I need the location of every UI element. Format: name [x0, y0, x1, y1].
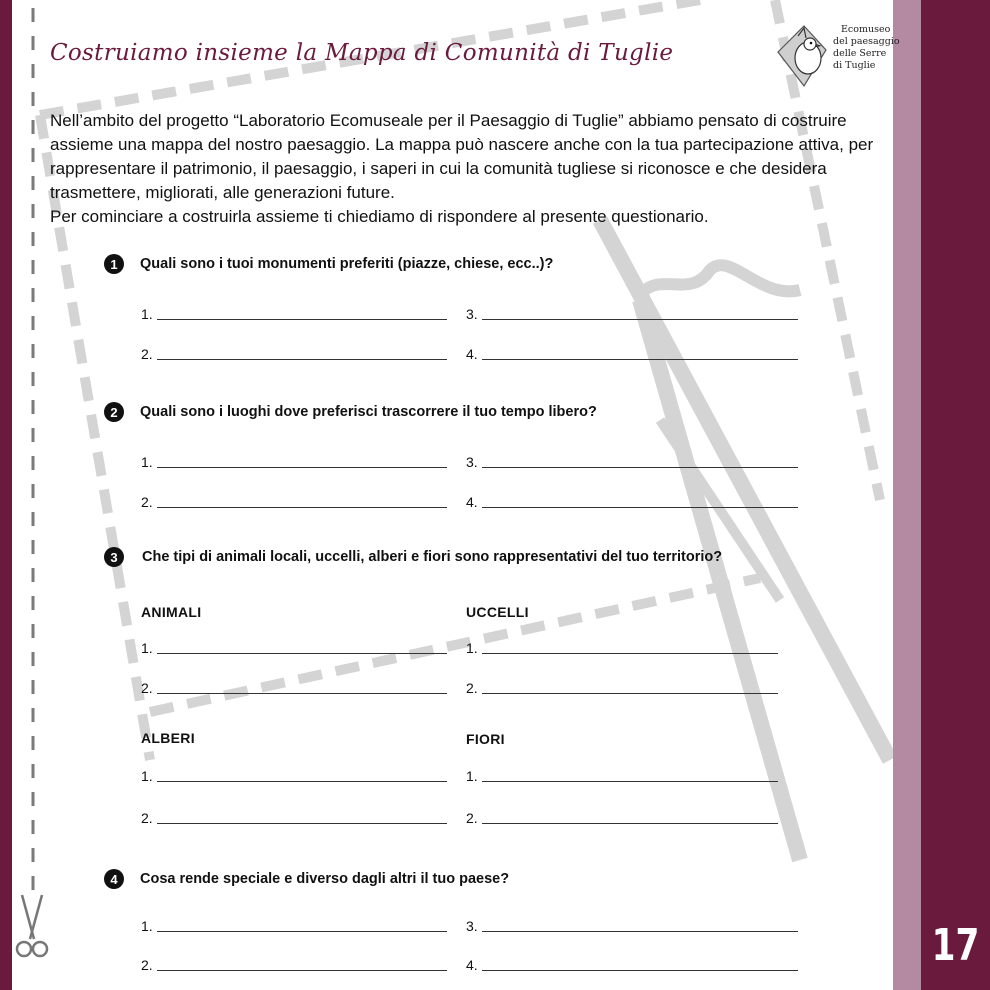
question-number-badge: 4: [104, 869, 124, 889]
answer-label: 3.: [466, 306, 478, 322]
answer-field[interactable]: [141, 918, 447, 934]
question-text: Che tipi di animali locali, uccelli, alberi e fiori sono rappresentativi del tuo territorio?: [142, 549, 723, 565]
answer-field[interactable]: [466, 346, 798, 362]
question-3: [104, 547, 722, 567]
ecomuseo-logo: [774, 22, 900, 94]
question-number-badge: 1: [104, 254, 124, 274]
question-text: Quali sono i luoghi dove preferisci trascorrere il tuo tempo libero?: [140, 404, 597, 420]
answer-label: 4.: [466, 957, 478, 973]
answer-label: 1.: [141, 768, 153, 784]
right-band-light: [893, 0, 921, 990]
logo-line: del paesaggio: [833, 36, 900, 47]
question-number-badge: 2: [104, 402, 124, 422]
answer-field[interactable]: [141, 768, 447, 784]
answer-field[interactable]: [466, 494, 798, 510]
answer-label: 2.: [141, 810, 153, 826]
page-title: Costruiamo insieme la Mappa di Comunità di Tuglie: [50, 40, 674, 66]
question-1: [104, 254, 553, 274]
logo-line: Ecomuseo: [841, 24, 891, 35]
logo-line: di Tuglie: [833, 60, 876, 71]
answer-field[interactable]: [141, 494, 447, 510]
answer-label: 3.: [466, 454, 478, 470]
scissors-icon: [14, 893, 50, 965]
answer-field[interactable]: [141, 306, 447, 322]
answer-field[interactable]: [141, 680, 447, 696]
answer-field[interactable]: [466, 768, 778, 784]
intro-paragraph: Nell’ambito del progetto “Laboratorio Ecomuseale per il Paesaggio di Tuglie” abbiamo pensato di costruire assieme una mappa del nostro paesaggio. La mappa può nascere anche con la tua partecipazione attiva, per rappresentare il patrimonio, il paesaggio, i saperi in cui la comunità tugliese si riconosce e che desidera trasmettere, migliorati, alle generazioni future.: [50, 111, 874, 202]
category-heading: UCCELLI: [466, 604, 529, 620]
page-number: 17: [931, 920, 980, 971]
question-text: Cosa rende speciale e diverso dagli altri il tuo paese?: [140, 871, 510, 887]
category-heading: FIORI: [466, 731, 505, 747]
question-2: [104, 402, 597, 422]
answer-label: 2.: [466, 680, 478, 696]
question-text: Quali sono i tuoi monumenti preferiti (piazze, chiese, ecc..)?: [140, 256, 554, 272]
intro-text: [50, 109, 890, 229]
answer-field[interactable]: [466, 306, 798, 322]
answer-label: 2.: [141, 494, 153, 510]
ecomuseo-logo-icon: [774, 22, 834, 94]
answer-field[interactable]: [466, 680, 778, 696]
answer-label: 2.: [141, 957, 153, 973]
answer-field[interactable]: [466, 957, 798, 973]
answer-label: 2.: [466, 810, 478, 826]
answer-label: 1.: [141, 918, 153, 934]
answer-field[interactable]: [141, 454, 447, 470]
answer-label: 1.: [466, 768, 478, 784]
answer-label: 4.: [466, 346, 478, 362]
answer-label: 2.: [141, 346, 153, 362]
answer-label: 2.: [141, 680, 153, 696]
answer-label: 1.: [141, 454, 153, 470]
category-heading: ANIMALI: [141, 604, 202, 620]
category-heading: ALBERI: [141, 730, 195, 746]
answer-label: 3.: [466, 918, 478, 934]
answer-label: 1.: [141, 306, 153, 322]
answer-field[interactable]: [141, 957, 447, 973]
answer-field[interactable]: [466, 918, 798, 934]
logo-line: delle Serre: [833, 48, 887, 59]
answer-label: 1.: [141, 640, 153, 656]
answer-field[interactable]: [466, 640, 778, 656]
answer-field[interactable]: [466, 810, 778, 826]
answer-label: 4.: [466, 494, 478, 510]
answer-field[interactable]: [141, 640, 447, 656]
right-band-dark: [921, 0, 990, 990]
question-number-badge: 3: [104, 547, 124, 567]
answer-field[interactable]: [141, 810, 447, 826]
answer-field[interactable]: [466, 454, 798, 470]
intro-paragraph: Per cominciare a costruirla assieme ti chiediamo di rispondere al presente questionario.: [50, 207, 709, 226]
question-4: [104, 869, 509, 889]
answer-label: 1.: [466, 640, 478, 656]
answer-field[interactable]: [141, 346, 447, 362]
